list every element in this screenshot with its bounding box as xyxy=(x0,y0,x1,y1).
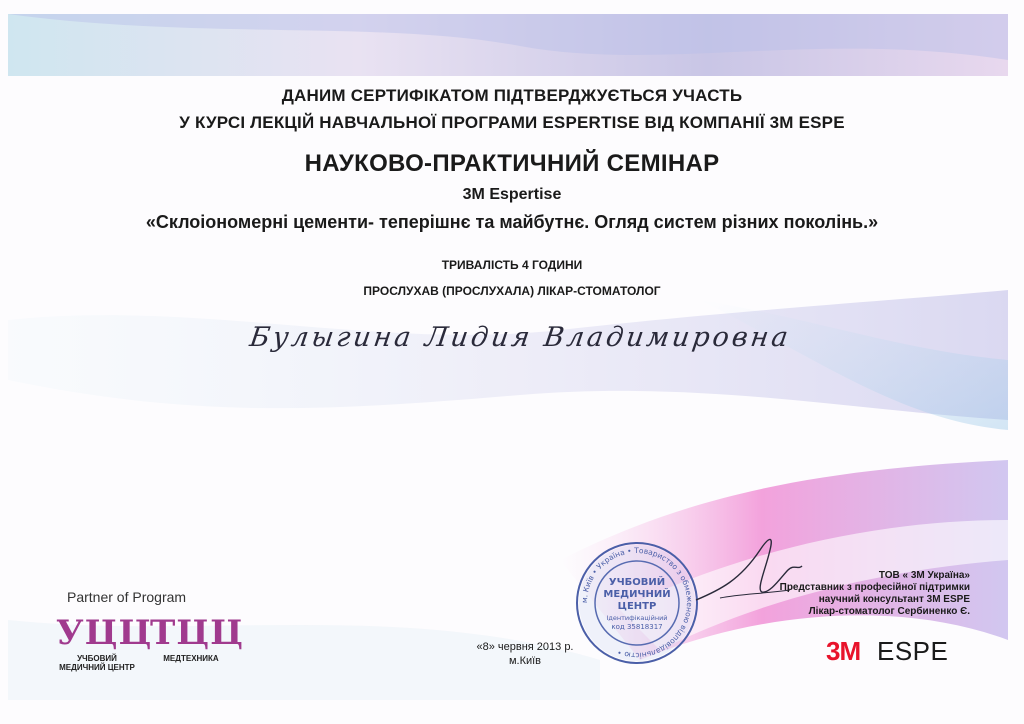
stamp-id-number: код 35818317 xyxy=(611,623,663,631)
partner-logo-ucc-text: УЦЦ xyxy=(56,613,153,653)
partner-logo-tcc-text: ТЦЦ xyxy=(150,613,245,653)
stamp-center-line-1: УЧБОВИЙ xyxy=(608,577,666,588)
stamp-id-label: Ідентифікаційний xyxy=(606,614,668,622)
attendee-role: ПРОСЛУХАВ (ПРОСЛУХАЛА) ЛІКАР-СТОМАТОЛОГ xyxy=(363,284,661,298)
attendee-name-handwritten: Булыгина Лидия Владимировна xyxy=(247,322,793,353)
partner-logo-ucc xyxy=(56,613,153,672)
stamp-center-line-2: МЕДИЧНИЙ xyxy=(603,589,671,600)
issue-date: «8» червня 2013 р. xyxy=(476,641,574,653)
seminar-topic: «Склоіономерні цементи- теперішнє та майбутнє. Огляд систем різних поколінь.» xyxy=(145,212,879,232)
stamp-ring-text: м. Київ • Україна • Товариство з обмеженою відповідальністю • xyxy=(579,545,695,661)
certificate-intro-line-1: ДАНИМ СЕРТИФІКАТОМ ПІДТВЕРДЖУЄТЬСЯ УЧАСТЬ xyxy=(281,86,743,105)
date-block xyxy=(470,640,580,668)
stamp-center-line-3: ЦЕНТР xyxy=(617,601,657,612)
issue-place: м.Київ xyxy=(508,655,542,667)
representative-line-3: Лікар-стоматолог Сербиненко Є. xyxy=(808,606,970,617)
brand-espe-name: ESPE xyxy=(877,636,949,666)
representative-line-1: Представник з професійної підтримки xyxy=(779,582,970,593)
partner-logo-tcc xyxy=(150,613,245,667)
representative-line-2: научний консультант 3M ESPE xyxy=(818,594,970,605)
seminar-title: НАУКОВО-ПРАКТИЧНИЙ СЕМІНАР xyxy=(304,150,720,177)
brand-3m-mark: 3M xyxy=(826,636,861,666)
stamp-seal xyxy=(574,540,700,666)
duration-text: ТРИВАЛІСТЬ 4 ГОДИНИ xyxy=(441,258,583,272)
partner-logo-tcc-subtitle: МЕДТЕХНИКА xyxy=(163,654,219,663)
representative-company: ТОВ « 3М Україна» xyxy=(878,570,970,581)
representative-block xyxy=(740,570,970,618)
certificate-intro-line-2: У КУРСІ ЛЕКЦІЙ НАВЧАЛЬНОЇ ПРОГРАМИ ESPERTISE ВІД КОМПАНІЇ 3M ESPE xyxy=(179,113,845,132)
partner-logo-ucc-subtitle: УЧБОВИЙ МЕДИЧНИЙ ЦЕНТР xyxy=(59,654,135,672)
program-name: 3M Espertise xyxy=(462,186,562,203)
partner-label: Partner of Program xyxy=(67,589,187,605)
